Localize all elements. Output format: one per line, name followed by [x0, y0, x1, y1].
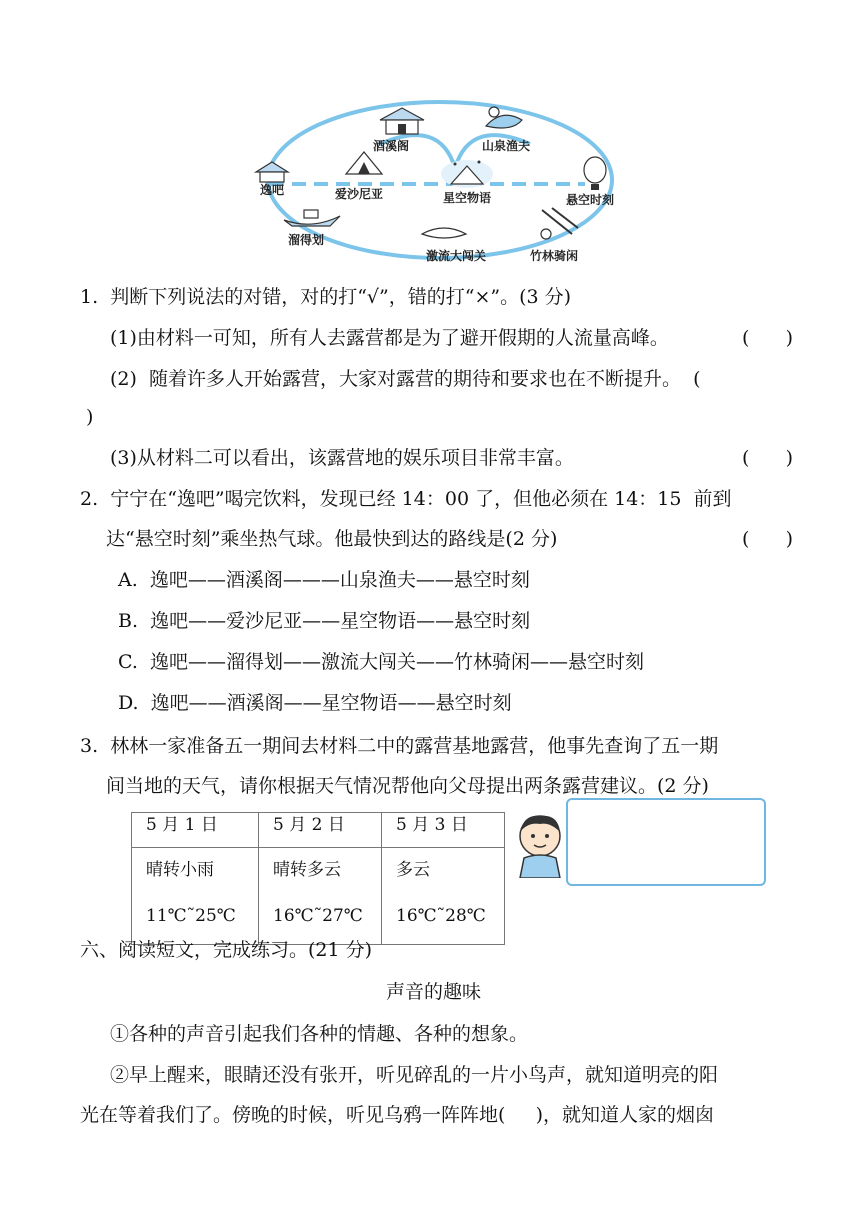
- q2-option-c[interactable]: C. 逸吧——溜得划——激流大闯关——竹林骑闲——悬空时刻: [118, 651, 644, 673]
- place-xuankong: 悬空时刻: [566, 193, 615, 207]
- q1-statement-1: (1)由材料一可知，所有人去露营都是为了避开假期的人流量高峰。: [110, 327, 669, 349]
- starry-sky-icon: [441, 160, 493, 188]
- paragraph-2-line-1: ②早上醒来，眼睛还没有张开，听见碎乱的一片小鸟声，就知道明亮的阳: [110, 1064, 719, 1086]
- section-6-heading: 六、阅读短文，完成练习。(21 分): [80, 939, 373, 961]
- place-jiuxige: 酒溪阁: [373, 139, 410, 153]
- place-shanquan: 山泉渔夫: [482, 139, 531, 153]
- q1-statement-3: (3)从材料二可以看出，该露营地的娱乐项目非常丰富。: [110, 447, 574, 469]
- tent-icon: [346, 152, 382, 174]
- place-aishani: 爱沙尼亚: [335, 187, 384, 201]
- weather-condition: 多云: [396, 860, 430, 880]
- q1-answer-blank-3[interactable]: ( ): [742, 447, 794, 469]
- q2-option-a[interactable]: A. 逸吧——酒溪阁———山泉渔夫——悬空时刻: [118, 569, 530, 591]
- date-cell: 5 月 1 日: [132, 813, 259, 848]
- route-map: [230, 98, 650, 268]
- rafting-icon: [422, 228, 466, 238]
- temperature-range: 16℃˜28℃: [396, 906, 486, 926]
- q2-stem-line-1: 2. 宁宁在“逸吧”喝完饮料，发现已经 14：00 了，但他必须在 14：15 前到: [80, 488, 732, 510]
- temperature-range: 16℃˜27℃: [273, 906, 363, 926]
- q2-answer-blank[interactable]: ( ): [742, 528, 794, 550]
- paragraph-2-line-2: 光在等着我们了。傍晚的时候，听见乌鸦一阵阵地( )，就知道人家的烟囱: [80, 1104, 715, 1126]
- q1-answer-blank-2[interactable]: ): [86, 406, 94, 428]
- q2-option-d[interactable]: D. 逸吧——酒溪阁——星空物语——悬空时刻: [118, 692, 512, 714]
- article-title: 声音的趣味: [386, 981, 482, 1003]
- date-cell: 5 月 3 日: [382, 813, 505, 848]
- weather-condition-row: [132, 848, 505, 945]
- place-xingkong: 星空物语: [443, 191, 492, 205]
- bar-icon: [256, 162, 288, 182]
- temperature-range: 11℃˜25℃: [146, 906, 236, 926]
- weather-condition: 晴转小雨: [146, 860, 214, 880]
- q1-answer-blank-1[interactable]: ( ): [742, 327, 794, 349]
- weather-date-row: [132, 813, 505, 848]
- q2-option-b[interactable]: B. 逸吧——爱沙尼亚——星空物语——悬空时刻: [118, 610, 531, 632]
- date-cell: 5 月 2 日: [259, 813, 382, 848]
- boy-avatar-icon: [514, 812, 566, 878]
- weather-condition: 晴转多云: [273, 860, 341, 880]
- pavilion-icon: [380, 108, 424, 134]
- place-liudehua: 溜得划: [288, 233, 325, 247]
- q2-stem-line-2: 达“悬空时刻”乘坐热气球。他最快到达的路线是(2 分): [106, 528, 558, 550]
- q1-stem: 1. 判断下列说法的对错，对的打“√”，错的打“×”。(3 分): [80, 286, 572, 308]
- weather-table: [131, 812, 505, 945]
- q3-stem-line-1: 3. 林林一家准备五一期间去材料二中的露营基地露营，他事先查询了五一期: [80, 735, 719, 757]
- q1-statement-2: (2) 随着许多人开始露营，大家对露营的期待和要求也在不断提升。 (: [110, 368, 701, 390]
- q3-stem-line-2: 间当地的天气，请你根据天气情况帮他向父母提出两条露营建议。(2 分): [106, 775, 709, 797]
- place-yiba: 逸吧: [260, 183, 285, 197]
- suggestion-speech-bubble[interactable]: [566, 798, 766, 886]
- balloon-icon: [584, 157, 606, 190]
- paragraph-1: ①各种的声音引起我们各种的情趣、各种的想象。: [110, 1023, 529, 1045]
- place-jiliu: 激流大闯关: [426, 249, 487, 263]
- place-zhulin: 竹林骑闲: [530, 249, 579, 263]
